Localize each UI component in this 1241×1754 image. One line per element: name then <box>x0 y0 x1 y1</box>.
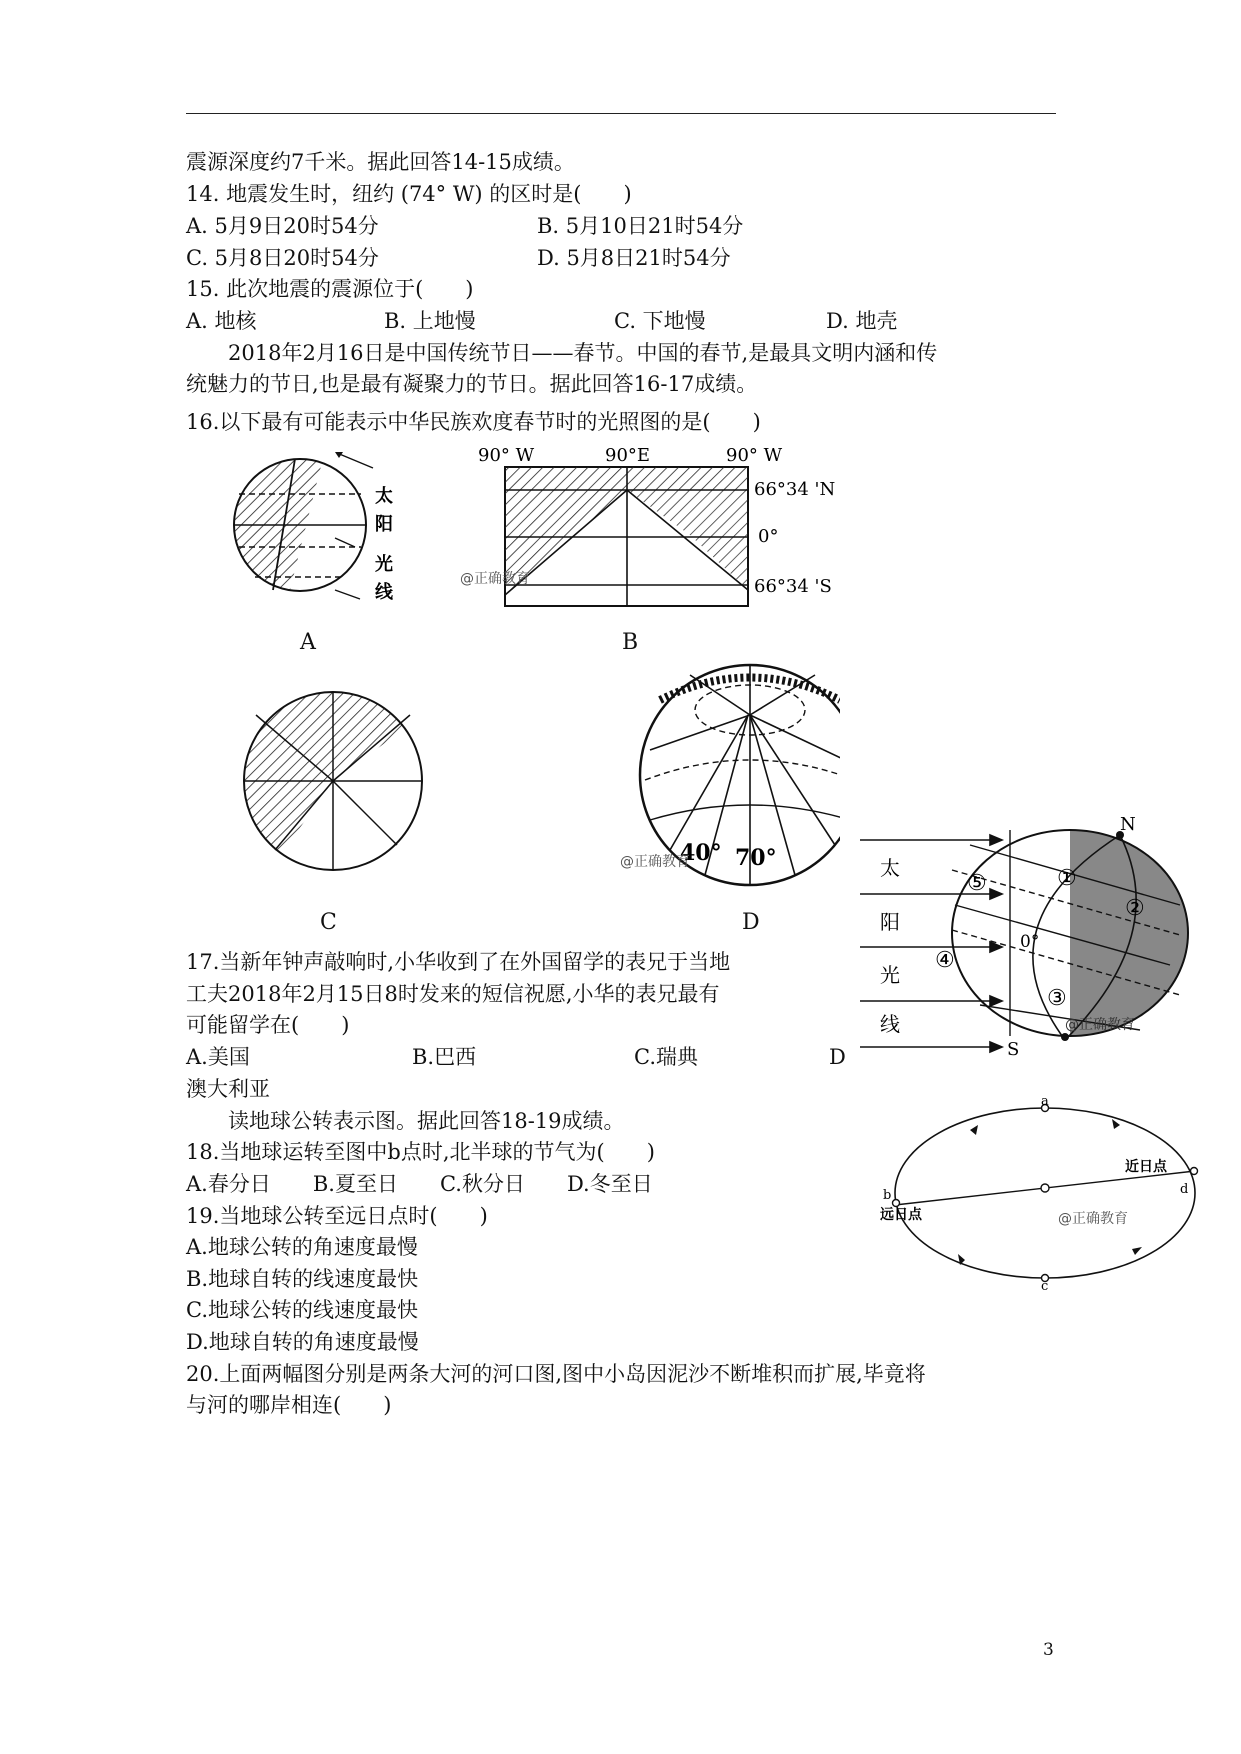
caption-d: D <box>742 910 760 935</box>
option-17c: C.瑞典 <box>634 1045 698 1069</box>
question-17: 17.当新年钟声敲响时,小华收到了在外国留学的表兄于当地 <box>186 950 731 974</box>
marker-4: ④ <box>935 948 955 973</box>
option-19c: C.地球公转的线速度最快 <box>186 1298 418 1322</box>
option-15a: A. 地核 <box>186 309 257 333</box>
lon-label: 90°E <box>605 445 651 466</box>
sunlight-label-1: 太 <box>375 486 393 507</box>
sunlight-label-2: 阳 <box>375 514 393 535</box>
paragraph-line: 2018年2月16日是中国传统节日——春节。中国的春节,是最具文明内涵和传 <box>186 341 938 365</box>
figure-a <box>225 450 415 610</box>
sunlight-label-4: 线 <box>880 1012 900 1036</box>
option-15d: D. 地壳 <box>826 309 898 333</box>
lon-label: 90° W <box>726 445 783 466</box>
option-15b: B. 上地慢 <box>384 309 476 333</box>
question-15: 15. 此次地震的震源位于( ) <box>186 277 474 301</box>
figure-e <box>850 814 1200 1060</box>
south-pole-label: S <box>1007 1039 1020 1060</box>
watermark: @正确教育 <box>1058 1211 1128 1227</box>
text-line: 震源深度约7千米。据此回答14-15成绩。 <box>186 150 575 174</box>
option-17a: A.美国 <box>186 1045 250 1069</box>
north-pole-label: N <box>1120 814 1136 835</box>
figure-b <box>440 445 850 615</box>
options-18: A.春分日 B.夏至日 C.秋分日 D.冬至日 <box>186 1172 653 1196</box>
option-19d: D.地球自转的角速度最慢 <box>186 1330 419 1354</box>
option-17d: D <box>829 1045 846 1069</box>
question-18: 18.当地球运转至图中b点时,北半球的节气为( ) <box>186 1140 655 1164</box>
page-number: 3 <box>1043 1640 1054 1660</box>
lat-label: 66°34 'S <box>754 576 832 597</box>
option-19a: A.地球公转的角速度最慢 <box>186 1235 418 1259</box>
watermark: @正确教育 <box>620 854 690 870</box>
question-20: 20.上面两幅图分别是两条大河的河口图,图中小岛因泥沙不断堆积而扩展,毕竟将 <box>186 1362 926 1386</box>
orbit-point-b: b <box>883 1188 892 1203</box>
perihelion-label: 近日点 <box>1125 1159 1167 1175</box>
option-17b: B.巴西 <box>412 1045 477 1069</box>
aphelion-label: 远日点 <box>880 1207 922 1223</box>
marker-1: ① <box>1057 866 1077 891</box>
marker-2: ② <box>1125 896 1145 921</box>
option-14d: D. 5月8日21时54分 <box>537 246 731 270</box>
question-14: 14. 地震发生时，纽约 (74° W) 的区时是( ) <box>186 182 632 206</box>
sunlight-label-3: 光 <box>375 554 393 575</box>
sunlight-label-2: 阳 <box>880 910 900 934</box>
watermark: @正确教育 <box>460 571 530 587</box>
marker-3: ③ <box>1047 986 1067 1011</box>
caption-c: C <box>320 910 337 935</box>
figure-orbit <box>880 1094 1190 1294</box>
orbit-point-d: d <box>1180 1182 1189 1197</box>
figure-c <box>230 670 410 870</box>
question-20: 与河的哪岸相连( ) <box>186 1393 392 1417</box>
equator-label: 0° <box>1020 932 1040 952</box>
orbit-point-a: a <box>1041 1094 1049 1109</box>
caption-b: B <box>622 630 639 655</box>
orbit-point-c: c <box>1041 1279 1049 1294</box>
header-rule <box>186 113 1056 114</box>
watermark: @正确教育 <box>1065 1017 1135 1033</box>
sunlight-label-1: 太 <box>880 856 900 880</box>
option-14b: B. 5月10日21时54分 <box>537 214 744 238</box>
question-19: 19.当地球公转至远日点时( ) <box>186 1204 488 1228</box>
lon-label: 40° <box>680 840 722 866</box>
figure-d <box>620 660 850 890</box>
lat-label: 66°34 'N <box>754 479 836 500</box>
option-14c: C. 5月8日20时54分 <box>186 246 379 270</box>
question-17: 工夫2018年2月15日8时发来的短信祝愿,小华的表兄最有 <box>186 982 720 1006</box>
paragraph-line: 统魅力的节日,也是最有凝聚力的节日。据此回答16-17成绩。 <box>186 372 758 396</box>
paragraph-line: 读地球公转表示图。据此回答18-19成绩。 <box>186 1109 625 1133</box>
option-17d-text: 澳大利亚 <box>186 1077 270 1101</box>
sunlight-label-3: 光 <box>880 963 900 987</box>
question-16: 16.以下最有可能表示中华民族欢度春节时的光照图的是( ) <box>186 410 761 434</box>
sunlight-label-4: 线 <box>375 582 393 603</box>
marker-5: ⑤ <box>967 871 987 896</box>
lat-label: 0° <box>758 526 779 547</box>
caption-a: A <box>300 630 316 655</box>
option-14a: A. 5月9日20时54分 <box>186 214 379 238</box>
option-15c: C. 下地慢 <box>614 309 706 333</box>
option-19b: B.地球自转的线速度最快 <box>186 1267 419 1291</box>
question-17: 可能留学在( ) <box>186 1013 350 1037</box>
lon-label: 70° <box>735 845 777 871</box>
lon-label: 90° W <box>478 445 535 466</box>
